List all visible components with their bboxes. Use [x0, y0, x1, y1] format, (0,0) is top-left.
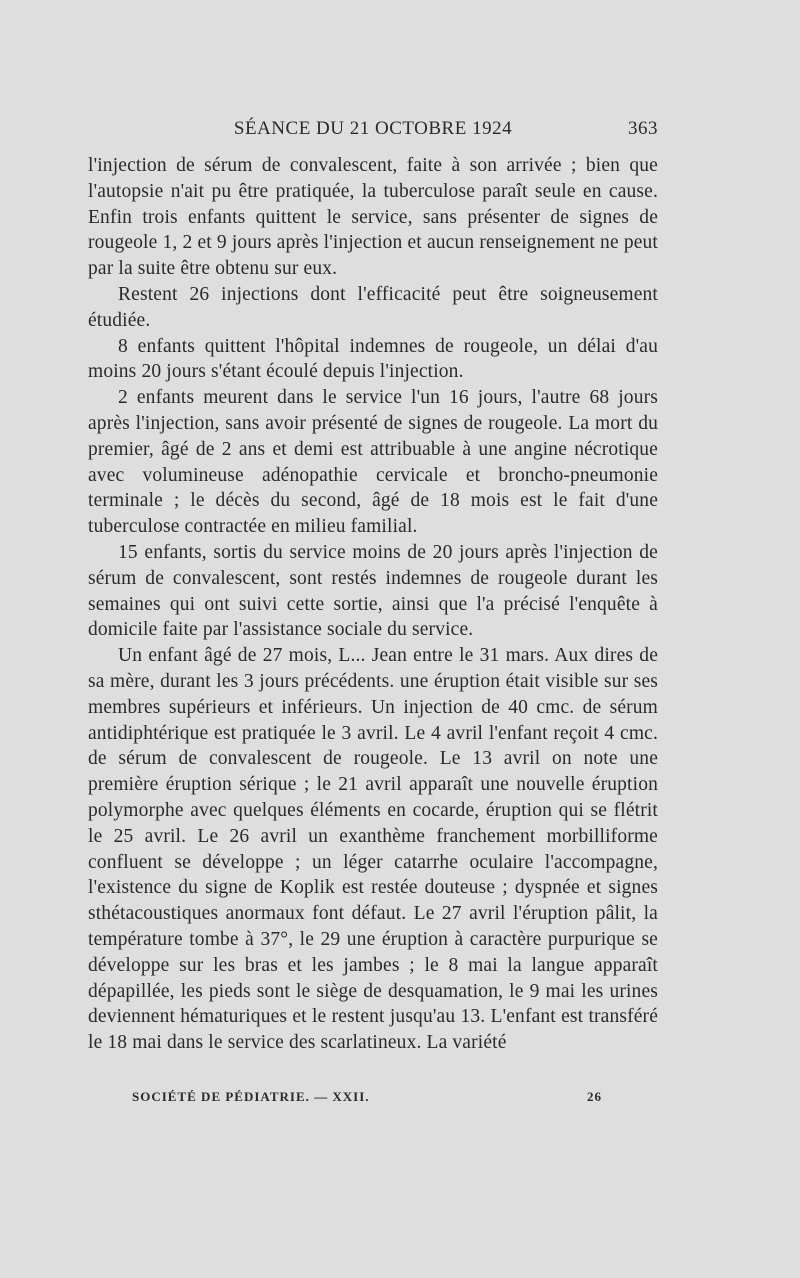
signature-number: 26: [587, 1089, 602, 1104]
paragraph: Un enfant âgé de 27 mois, L... Jean entre le 31 mars. Aux dires de sa mère, durant les 3 jours précédents. une éruption était visible sur ses membres supérieurs et inférieurs. Un injection de 40 cmc. de sérum antidiphtérique est pratiquée le 3 avril. Le 4 avril l'enfant reçoit 4 cmc. de sérum de convalescent de rougeole. Le 13 avril on note une première éruption sérique ; le 21 avril apparaît une nouvelle éruption polymorphe avec quelques éléments en cocarde, éruption qui se flétrit le 25 avril. Le 26 avril un exanthème franchement morbilliforme confluent se développe ; un léger catarrhe oculaire l'accompagne, l'existence du signe de Koplik est restée douteuse ; dyspnée et signes sthétacoustiques anormaux font défaut. Le 27 avril l'éruption pâlit, la température tombe à 37°, le 29 une éruption à caractère purpurique se développe sur les bras et les jambes ; le 8 mai la langue apparaît dépapillée, les pieds sont le siège de desquamation, le 9 mai les urines deviennent hématuriques et le restent jusqu'au 13. L'enfant est transféré le 18 mai dans le service des scarlatineux. La variété: [88, 645, 658, 1054]
running-title: SÉANCE DU 21 OCTOBRE 1924: [233, 118, 513, 139]
page-number: 363: [628, 118, 658, 139]
printer-signature: [132, 1089, 602, 1111]
paragraph: 2 enfants meurent dans le service l'un 16 jours, l'autre 68 jours après l'injection, sans avoir présenté de signes de rougeole. La mort du premier, âgé de 2 ans et demi est attribuable à une angine nécrotique avec volumineuse adénopathie cervicale et broncho-pneumonie terminale ; le décès du second, âgé de 18 mois est le fait d'une tuberculose contractée en milieu familial.: [88, 387, 658, 538]
paragraph: 15 enfants, sortis du service moins de 20 jours après l'injection de sérum de convalescent, sont restés indemnes de rougeole durant les semaines qui ont suivi cette sortie, ainsi que l'a précisé l'enquête à domicile faite par l'assistance sociale du service.: [88, 541, 658, 641]
paragraph: 8 enfants quittent l'hôpital indemnes de rougeole, un délai d'au moins 20 jours s'étant écoulé depuis l'injection.: [88, 335, 658, 383]
paragraph-continuation: l'injection de sérum de convalescent, faite à son arrivée ; bien que l'autopsie n'ait pu être pratiquée, la tuberculose paraît seule en cause. Enfin trois enfants quittent le service, sans présenter de signes de rougeole 1, 2 et 9 jours après l'injection et aucun renseignement ne peut par la suite être obtenu sur eux.: [88, 155, 658, 280]
running-head: [88, 118, 658, 148]
signature-text: SOCIÉTÉ DE PÉDIATRIE. — XXII.: [132, 1089, 370, 1104]
paragraph: Restent 26 injections dont l'efficacité peut être soigneusement étudiée.: [88, 283, 658, 331]
body-text: [88, 153, 658, 1056]
